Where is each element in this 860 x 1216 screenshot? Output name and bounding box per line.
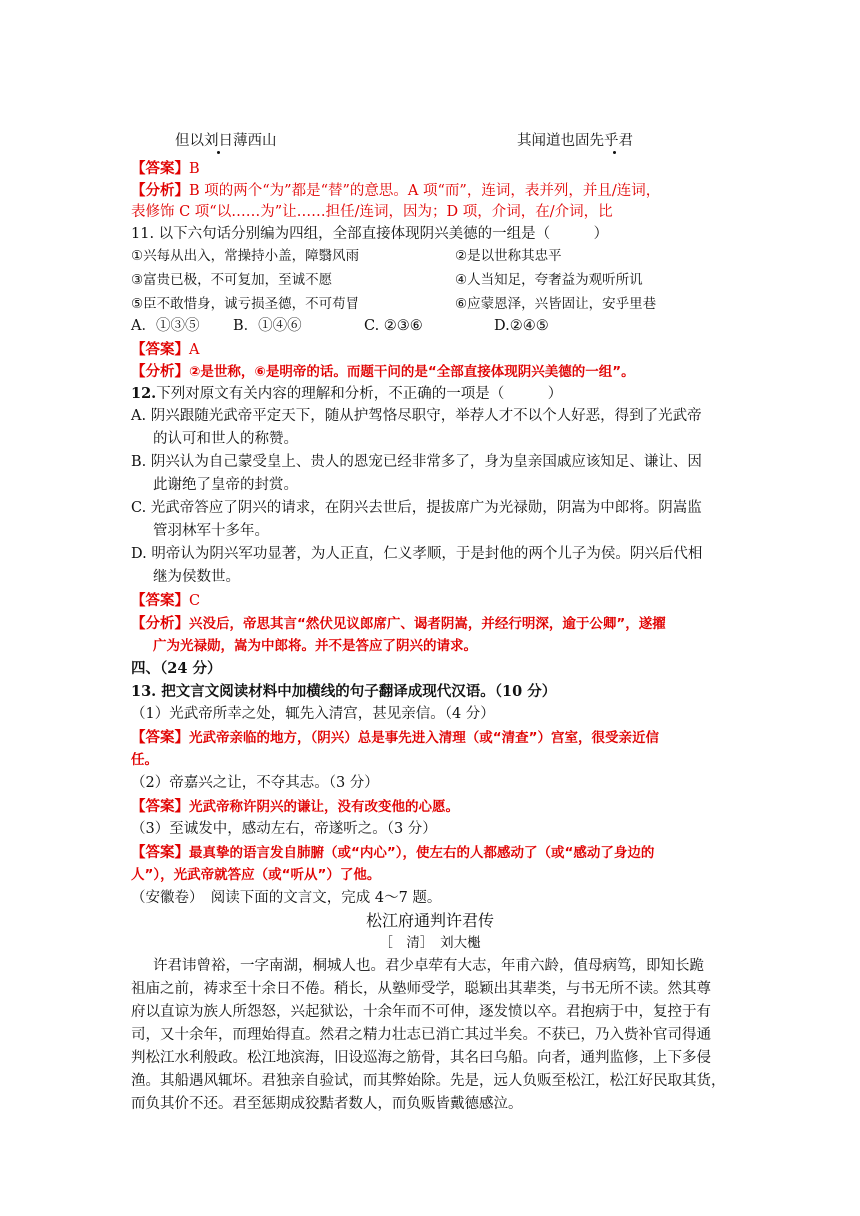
q11-choice-b: B．①④⑥ (233, 318, 302, 334)
q11-option-5: ⑤臣不敢惜身，诚亏损圣德，不可苟冒 (131, 296, 360, 312)
q12-option-d-1: D. 明帝认为阴兴军功显著，为人正直，仁义孝顺，于是封他的两个儿子为侯。阴兴后代相 (131, 546, 703, 562)
top-left-text: 但以刘日薄西山 (175, 133, 277, 149)
passage-line-2: 祖庙之前，祷求至十余日不倦。稍长，从塾师受学，聪颖出其辈类，与书无所不读。然其尊 (131, 981, 711, 997)
q12-option-b-2: 此谢绝了皇帝的封赏。 (153, 477, 298, 493)
emphasis-dot (217, 151, 220, 154)
q12-option-a-1: A. 阴兴跟随光武帝平定天下，随从护驾恪尽职守，举荐人才不以个人好恶，得到了光武帝 (131, 408, 702, 424)
q11-option-4: ④人当知足，夸奢益为观听所讥 (455, 272, 643, 288)
q12-stem: 12.下列对原文有关内容的理解和分析，不正确的一项是（ ） (131, 385, 563, 402)
q11-option-2: ②是以世称其忠平 (455, 248, 562, 264)
q12-analysis-line-1: 【分析】兴没后，帝思其言“然伏见议郎席广、谒者阴嵩，并经行明深，逾于公卿”，遂擢 (131, 615, 666, 632)
passage-line-6: 渔。其船遇风辄坏。君独亲自验试，而其弊始除。先是，远人负贩至松江，松江好民取其货， (131, 1073, 726, 1089)
q11-answer: 【答案】A (131, 341, 200, 358)
q12-answer: 【答案】C (131, 592, 201, 609)
q12-option-d-2: 继为侯数世。 (153, 569, 240, 585)
q13-answer-1-line-1: 【答案】光武帝亲临的地方，（阴兴）总是事先进入清理（或“清查”）宫室，很受亲近信 (131, 729, 659, 746)
q11-option-6: ⑥应蒙恩泽，兴皆固让，安乎里巷 (455, 296, 657, 312)
q12-option-b-1: B. 阴兴认为自己蒙受皇上、贵人的恩宠已经非常多了，身为皇亲国戚应该知足、谦让、因 (131, 454, 702, 470)
passage-line-5: 判松江水利般政。松江地滨海，旧设巡海之筋骨，其名曰乌船。向者，通判监修，上下多侵 (131, 1050, 711, 1066)
q10-analysis-line-1: 【分析】B 项的两个“为”都是“替”的意思。A 项“而”，连词，表并列，并且/连词， (131, 182, 661, 199)
q11-analysis: 【分析】②是世称，⑥是明帝的话。而题干问的是“全部直接体现阴兴美德的一组”。 (131, 363, 635, 380)
q12-option-c-2: 管羽林军十多年。 (153, 523, 269, 539)
passage-line-1: 许君讳曾裕，一字南湖，桐城人也。君少卓荦有大志，年甫六龄，值母病笃，即知长跪 (153, 958, 704, 974)
passage-line-4: 司，又十余年，而理始得直。然君之精力壮志已消亡其过半矣。不获已，乃入赀补官司得通 (131, 1027, 711, 1043)
top-sentence-right (517, 131, 860, 152)
q13-answer-2: 【答案】光武帝称许阴兴的谦让，没有改变他的心愿。 (131, 798, 459, 815)
q13-answer-1-line-2: 任。 (131, 752, 158, 768)
q13-stem: 13. 把文言文阅读材料中加横线的句子翻译成现代汉语。（10 分） (131, 683, 557, 700)
q11-stem: 11. 以下六句话分别编为四组，全部直接体现阴兴美德的一组是（ ） (131, 226, 609, 242)
passage-author: ［ 清］ 刘大櫆 (379, 935, 481, 951)
q10-answer: 【答案】B (131, 160, 200, 177)
q11-option-3: ③富贵已极，不可复加，至诚不愿 (131, 272, 333, 288)
q11-choice-a: A．①③⑤ (131, 318, 200, 334)
q11-option-1: ①兴每从出入，常操持小盖，障翳风雨 (131, 248, 360, 264)
section-heading: 四、（24 分） (131, 660, 222, 677)
q12-option-a-2: 的认可和世人的称赞。 (153, 431, 298, 447)
passage-line-7: 而负其价不还。君至惩期成狡黠者数人，而负贩皆戴德感泣。 (131, 1096, 523, 1112)
passage-intro: （安徽卷） 阅读下面的文言文，完成 4～7 题。 (131, 890, 442, 906)
q12-option-c-1: C. 光武帝答应了阴兴的请求，在阴兴去世后，提拔席广为光禄勋，阴嵩为中郎将。阴嵩监 (131, 500, 702, 516)
q11-choice-c: C. ②③⑥ (364, 318, 423, 334)
q13-answer-3-line-1: 【答案】最真挚的语言发自肺腑（或“内心”），使左右的人都感动了（或“感动了身边的 (131, 844, 655, 861)
q13-sentence-3: （3）至诚发中，感动左右，帝遂听之。（3 分） (131, 821, 437, 837)
passage-line-3: 府以直谅为族人所怨怒，兴起狱讼，十余年而不可伸，逐发愤以卒。君抱病于中，复控于有 (131, 1004, 711, 1020)
q12-analysis-line-2: 广为光禄勋，嵩为中郎将。并不是答应了阴兴的请求。 (153, 638, 477, 654)
q13-answer-3-line-2: 人”），光武帝就答应（或“听从”）了他。 (131, 867, 381, 883)
q11-choice-d: D.②④⑤ (494, 318, 549, 334)
emphasis-dot (613, 151, 616, 154)
passage-title: 松江府通判许君传 (365, 911, 494, 930)
q10-analysis-line-2: 表修饰 C 项“以……为”让……担任/连词，因为；D 项，介词，在/介词，比 (131, 204, 613, 220)
q13-sentence-2: （2）帝嘉兴之让，不夺其志。（3 分） (131, 775, 379, 791)
q13-sentence-1: （1）光武帝所幸之处，辄先入清宫，甚见亲信。（4 分） (131, 706, 495, 722)
top-right-text: 其闻道也固先乎君 (517, 133, 633, 149)
